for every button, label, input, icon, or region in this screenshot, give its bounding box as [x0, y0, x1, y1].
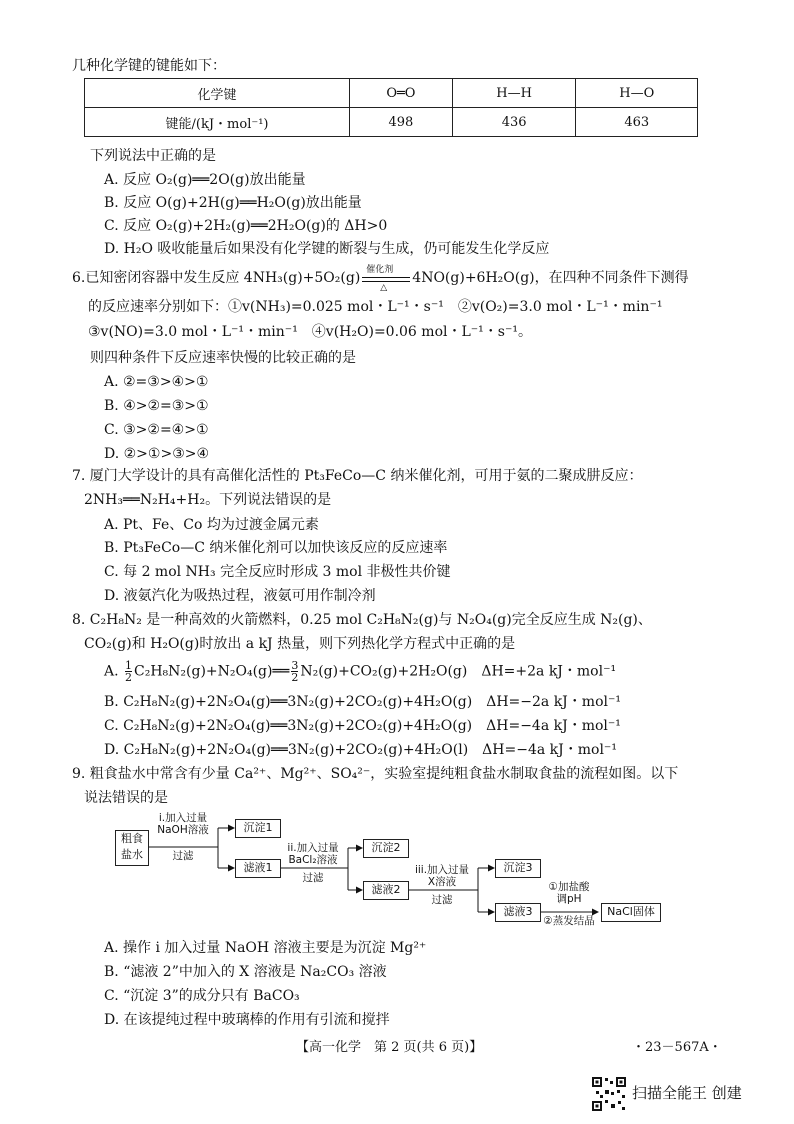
- q9-line1: 9. 粗食盐水中常含有少量 Ca²⁺、Mg²⁺、SO₄²⁻，实验室提纯粗食盐水制取食盐的流程如图。以下: [72, 766, 679, 782]
- q8-option-b: B. C₂H₈N₂(g)+2N₂O₄(g)══3N₂(g)+2CO₂(g)+4H₂O(g) ΔH=−2a kJ・mol⁻¹: [104, 694, 621, 710]
- q9-option-d: D. 在该提纯过程中玻璃棒的作用有引流和搅拌: [104, 1012, 390, 1028]
- flow-precipitate3-box: 沉淀3: [495, 859, 541, 878]
- flow-step1-line1: i.加入过量: [158, 812, 208, 824]
- flow-precipitate2-box: 沉淀2: [363, 839, 409, 858]
- q6-line3: ③v(NO)=3.0 mol・L⁻¹・min⁻¹ ④v(H₂O)=0.06 mol・L⁻¹・s⁻¹。: [88, 324, 532, 340]
- q5-stem: 下列说法中正确的是: [90, 148, 216, 164]
- q8-option-a: [104, 660, 616, 688]
- q8-option-c: C. C₂H₈N₂(g)+2N₂O₄(g)══3N₂(g)+2CO₂(g)+4H₂O(g) ΔH=−4a kJ・mol⁻¹: [104, 718, 621, 734]
- q9-option-a: A. 操作 i 加入过量 NaOH 溶液主要是为沉淀 Mg²⁺: [104, 940, 427, 956]
- table-header-cell: H—H: [452, 79, 576, 108]
- q6-option-b: B. ④>②=③>①: [104, 398, 209, 414]
- q7-line1: 7. 厦门大学设计的具有高催化活性的 Pt₃FeCo—C 纳米催化剂，可用于氨的二聚成肼反应：: [72, 468, 643, 484]
- q7-line2: 2NH₃══N₂H₄+H₂。下列说法错误的是: [84, 492, 332, 508]
- flow-step3-filter: 过滤: [431, 894, 453, 906]
- flow-start-line2: 盐水: [121, 848, 143, 861]
- q6-option-a: A. ②=③>④>①: [104, 374, 209, 390]
- page-footer: 【高一化学 第 2 页(共 6 页)】: [296, 1040, 483, 1055]
- table-header-cell: O═O: [350, 79, 453, 108]
- q5-option-b: B. 反应 O(g)+2H(g)══H₂O(g)放出能量: [104, 195, 362, 211]
- q7-option-a: A. Pt、Fe、Co 均为过渡金属元素: [104, 517, 319, 533]
- flow-step1-label: [150, 812, 216, 836]
- q8-line1: 8. C₂H₈N₂ 是一种高效的火箭燃料，0.25 mol C₂H₈N₂(g)与 N₂O₄(g)完全反应生成 N₂(g)、: [72, 612, 652, 628]
- fraction-half: [125, 660, 132, 683]
- q8-line2: CO₂(g)和 H₂O(g)时放出 a kJ 热量，则下列热化学方程式中正确的是: [84, 636, 516, 652]
- qr-code-icon: [591, 1076, 627, 1112]
- q8-option-a-reactants: C₂H₈N₂(g)+N₂O₄(g)══: [134, 663, 290, 680]
- flow-step3-label: [408, 864, 476, 888]
- table-row: [85, 108, 698, 137]
- q6-reaction-left: 已知密闭容器中发生反应 4NH₃(g)+5O₂(g): [85, 270, 361, 286]
- q7-option-b: B. Pt₃FeCo—C 纳米催化剂可以加快该反应的反应速率: [104, 540, 448, 556]
- flow-step2-label: [280, 842, 346, 866]
- q8-option-d: D. C₂H₈N₂(g)+2N₂O₄(g)══3N₂(g)+2CO₂(g)+4H₂O(l) ΔH=−4a kJ・mol⁻¹: [104, 742, 617, 758]
- q6-arrow: [360, 265, 412, 293]
- fraction-numerator: 1: [125, 659, 133, 672]
- q6-option-c: C. ③>②=④>①: [104, 422, 209, 438]
- q9-option-b: B. “滤液 2”中加入的 X 溶液是 Na₂CO₃ 溶液: [104, 964, 387, 980]
- table-cell: 436: [452, 108, 576, 137]
- q6-line1: [72, 265, 689, 293]
- flow-filtrate3-box: 滤液3: [495, 903, 541, 922]
- flow-step4-label: [540, 881, 598, 905]
- q5-option-d: D. H₂O 吸收能量后如果没有化学键的断裂与生成，仍可能发生化学反应: [104, 241, 550, 257]
- flow-start-box: [115, 830, 149, 866]
- table-row-label: 键能/(kJ・mol⁻¹): [85, 108, 350, 137]
- q6-reaction-right: 4NO(g)+6H₂O(g)，在四种不同条件下测得: [412, 270, 689, 286]
- table-cell: 463: [576, 108, 698, 137]
- q9-line2: 说法错误的是: [84, 790, 168, 806]
- flow-precipitate1-box: 沉淀1: [235, 819, 281, 838]
- q7-option-d: D. 液氨汽化为吸热过程，液氨可用作制冷剂: [104, 588, 376, 604]
- table-header-row: [85, 79, 698, 108]
- flow-step3-line2: X溶液: [427, 876, 457, 888]
- flow-filtrate2-box: 滤液2: [363, 881, 409, 900]
- q6-line2: 的反应速率分别如下：①v(NH₃)=0.025 mol・L⁻¹・s⁻¹ ②v(O₂)=3.0 mol・L⁻¹・min⁻¹: [88, 299, 663, 315]
- flow-step4-line2: 调pH: [556, 893, 582, 905]
- fraction-numerator: 3: [291, 659, 299, 672]
- q6-stem: 则四种条件下反应速率快慢的比较正确的是: [90, 350, 356, 366]
- flow-start-line1: 粗食: [121, 832, 143, 845]
- flow-step1-line2: NaOH溶液: [157, 824, 209, 836]
- flow-step2-filter: 过滤: [302, 872, 324, 884]
- flow-step3-line1: iii.加入过量: [414, 864, 470, 876]
- flow-filtrate1-box: 滤液1: [235, 859, 281, 878]
- q6-number: 6.: [72, 270, 86, 286]
- flow-step2-line1: ii.加入过量: [287, 842, 339, 854]
- fraction-three-halves: [291, 660, 298, 683]
- intro-text: 几种化学键的键能如下：: [72, 58, 226, 74]
- table-header-cell: H—O: [576, 79, 698, 108]
- flow-step1-filter: 过滤: [172, 850, 194, 862]
- flow-step2-line2: BaCl₂溶液: [288, 854, 338, 866]
- flow-product-box: NaCl固体: [601, 903, 661, 922]
- fraction-denominator: 2: [125, 671, 133, 684]
- q6-catalyst-label: 催化剂: [366, 265, 394, 275]
- q8-option-a-products: N₂(g)+CO₂(g)+2H₂O(g) ΔH=+2a kJ・mol⁻¹: [300, 663, 617, 680]
- q6-heat-label: △: [380, 283, 388, 293]
- q8-option-a-label: A.: [104, 663, 119, 680]
- q9-option-c: C. “沉淀 3”的成分只有 BaCO₃: [104, 988, 300, 1004]
- fraction-denominator: 2: [291, 671, 299, 684]
- q6-option-d: D. ②>①>③>④: [104, 446, 210, 462]
- q5-option-a: A. 反应 O₂(g)══2O(g)放出能量: [104, 172, 306, 188]
- page-code: ・23－567A・: [632, 1040, 722, 1055]
- scanner-watermark: 扫描全能王 创建: [632, 1084, 742, 1102]
- flow-step4-line1: ①加盐酸: [548, 881, 590, 893]
- flow-step4-evaporate: ②蒸发结晶: [543, 915, 595, 927]
- table-cell: 498: [350, 108, 453, 137]
- bond-energy-table: [84, 78, 698, 137]
- table-header-cell: 化学键: [85, 79, 350, 108]
- q7-option-c: C. 每 2 mol NH₃ 完全反应时形成 3 mol 非极性共价键: [104, 564, 451, 580]
- q5-option-c: C. 反应 O₂(g)+2H₂(g)══2H₂O(g)的 ΔH>0: [104, 218, 388, 234]
